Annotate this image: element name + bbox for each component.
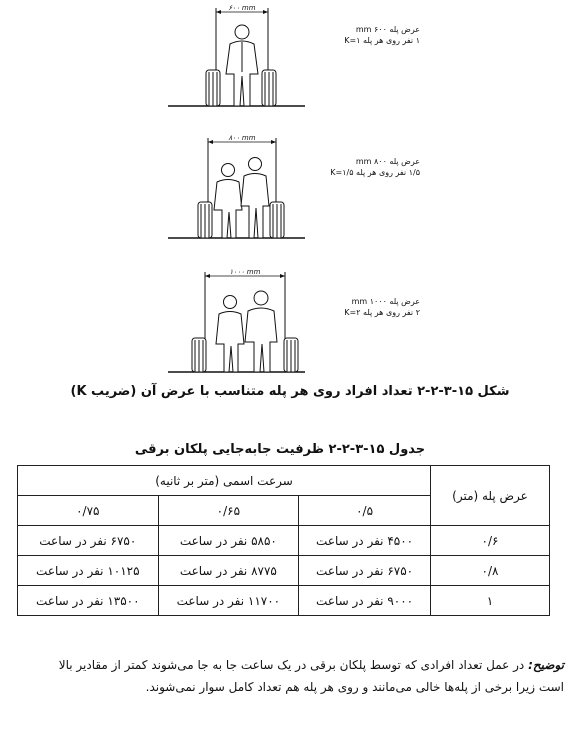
value-cell: ۶۷۵۰ نفر در ساعت: [18, 526, 159, 556]
escalator-1-person-drawing: [150, 2, 310, 110]
table-caption: جدول ۱۵-۳-۲-۲ ظرفیت جابه‌جایی پلکان برقی: [134, 442, 426, 457]
value-cell: ۵۸۵۰ نفر در ساعت: [158, 526, 299, 556]
note-paragraph: [24, 654, 564, 698]
speed-cell: ۰/۷۵: [18, 496, 159, 526]
escalator-1-5-person-drawing: [150, 132, 310, 244]
width-cell: ۱: [431, 586, 550, 616]
capacity-table: [17, 465, 550, 616]
figure-800mm: [150, 132, 310, 244]
note-line-1: در عمل تعداد افرادی که توسط پلکان برقی در یک ساعت جا به جا می‌شوند کمتر از مقادیر بالا: [58, 658, 525, 672]
value-cell: ۱۳۵۰۰ نفر در ساعت: [18, 586, 159, 616]
figure-600mm: [150, 2, 310, 110]
table-header-row: [18, 466, 550, 496]
figure-1000mm: [150, 266, 310, 378]
table-row: [18, 526, 550, 556]
figure-1-label: عرض پله ۶۰۰ mm ۱ نفر روی هر پله K=۱: [344, 25, 420, 45]
header-speed: سرعت اسمی (متر بر ثانیه): [18, 466, 431, 496]
value-cell: ۱۰۱۲۵ نفر در ساعت: [18, 556, 159, 586]
figure-2-label: عرض پله ۸۰۰ mm ۱/۵ نفر روی هر پله K=۱/۵: [330, 157, 420, 177]
width-cell: ۰/۸: [431, 556, 550, 586]
escalator-2-person-drawing: [150, 266, 310, 378]
dimension-label: ۱۰۰۰ mm: [229, 268, 261, 276]
value-cell: ۶۷۵۰ نفر در ساعت: [299, 556, 431, 586]
speed-cell: ۰/۶۵: [158, 496, 299, 526]
speed-cell: ۰/۵: [299, 496, 431, 526]
note-line-2: است زیرا برخی از پله‌ها خالی می‌مانند و روی هر پله هم تعداد کامل سوار نمی‌شوند.: [145, 680, 564, 694]
value-cell: ۸۷۷۵ نفر در ساعت: [158, 556, 299, 586]
figure-caption: شکل ۱۵-۳-۲-۲ تعداد افراد روی هر پله متناسب با عرض آن (ضریب K): [70, 384, 510, 399]
table-row: [18, 556, 550, 586]
value-cell: ۱۱۷۰۰ نفر در ساعت: [158, 586, 299, 616]
header-width: عرض پله (متر): [431, 466, 550, 526]
dimension-label: ۸۰۰ mm: [228, 134, 256, 142]
value-cell: ۹۰۰۰ نفر در ساعت: [299, 586, 431, 616]
value-cell: ۴۵۰۰ نفر در ساعت: [299, 526, 431, 556]
width-cell: ۰/۶: [431, 526, 550, 556]
figure-3-label: عرض پله ۱۰۰۰ mm ۲ نفر روی هر پله K=۲: [344, 297, 420, 317]
table-row: [18, 586, 550, 616]
note-label: توضیح:: [528, 658, 564, 672]
dimension-label: ۶۰۰ mm: [228, 4, 256, 12]
